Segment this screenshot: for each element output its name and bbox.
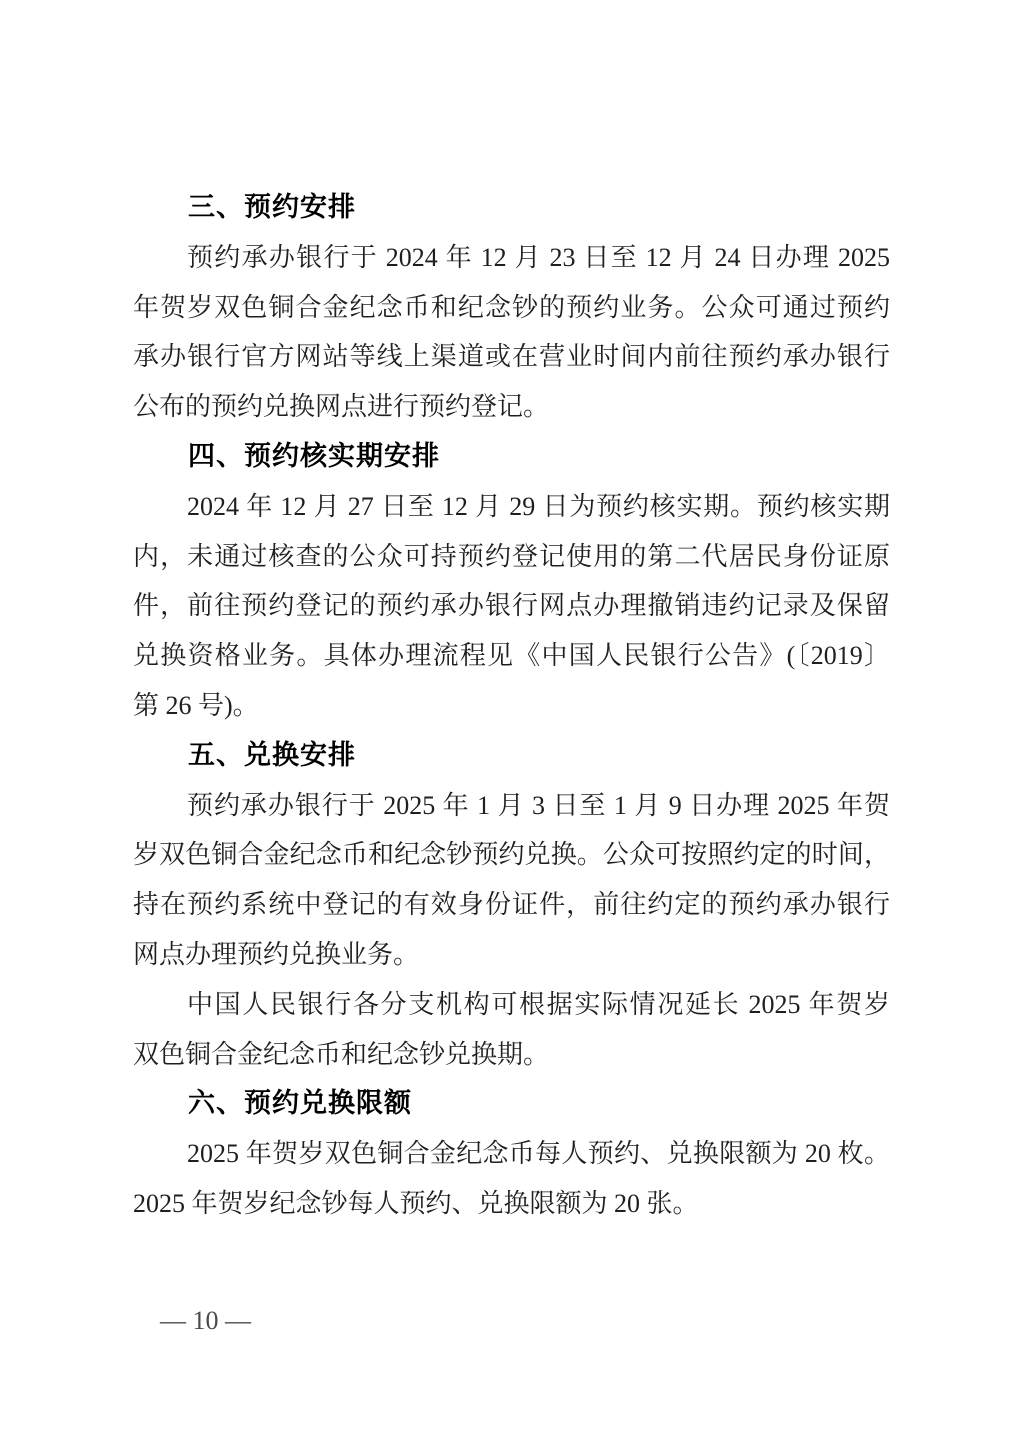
text-line: 承办银行官方网站等线上渠道或在营业时间内前往预约承办银行 (133, 342, 890, 372)
text-line: 网点办理预约兑换业务。 (133, 939, 420, 969)
text-line: 内，未通过核查的公众可持预约登记使用的第二代居民身份证原 (133, 541, 890, 571)
section-heading-5: 五、兑换安排 (188, 739, 356, 770)
text-line: 2024 年 12 月 27 日至 12 月 29 日为预约核实期。预约核实期 (187, 491, 890, 521)
text-line: 公布的预约兑换网点进行预约登记。 (133, 392, 550, 422)
page-number: — 10 — (160, 1306, 251, 1335)
text-line: 岁双色铜合金纪念币和纪念钞预约兑换。公众可按照约定的时间， (133, 840, 890, 870)
text-line: 第 26 号)。 (133, 690, 259, 720)
section-heading-4: 四、预约核实期安排 (188, 440, 440, 471)
text-line: 2025 年贺岁双色铜合金纪念币每人预约、兑换限额为 20 枚。 (187, 1139, 890, 1169)
document-body (133, 183, 890, 1229)
text-line: 持在预约系统中登记的有效身份证件，前往约定的预约承办银行 (133, 890, 890, 920)
text-line: 2025 年贺岁纪念钞每人预约、兑换限额为 20 张。 (133, 1188, 699, 1218)
text-line: 中国人民银行各分支机构可根据实际情况延长 2025 年贺岁 (187, 989, 890, 1019)
text-line: 预约承办银行于 2024 年 12 月 23 日至 12 月 24 日办理 2025 (187, 242, 890, 272)
section-heading-6: 六、预约兑换限额 (188, 1088, 412, 1119)
text-line: 兑换资格业务。具体办理流程见《中国人民银行公告》(〔2019〕 (133, 641, 890, 671)
section-heading-3: 三、预约安排 (188, 192, 356, 222)
text-line: 年贺岁双色铜合金纪念币和纪念钞的预约业务。公众可通过预约 (133, 292, 890, 322)
text-line: 预约承办银行于 2025 年 1 月 3 日至 1 月 9 日办理 2025 年贺 (187, 790, 890, 820)
text-line: 件，前往预约登记的预约承办银行网点办理撤销违约记录及保留 (133, 591, 890, 621)
text-line: 双色铜合金纪念币和纪念钞兑换期。 (133, 1039, 550, 1069)
